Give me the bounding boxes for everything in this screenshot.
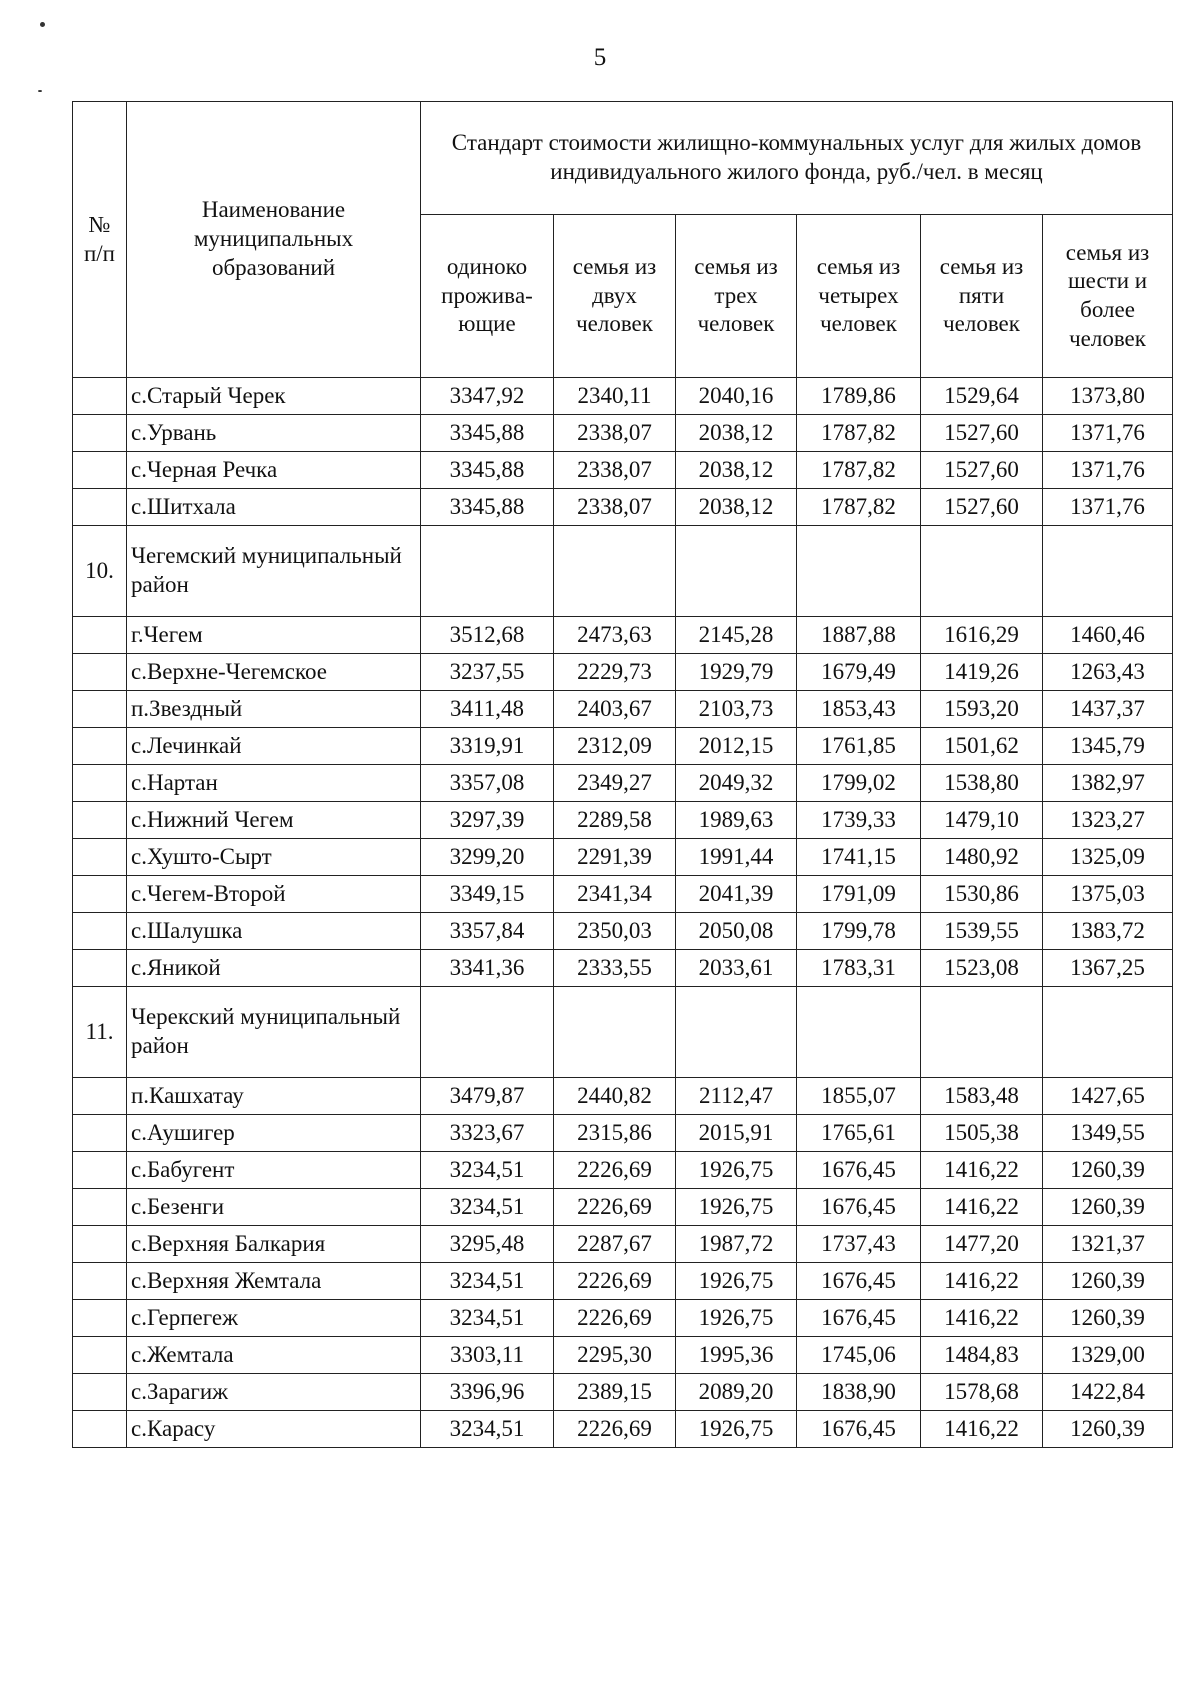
- cost-value: 2403,67: [554, 691, 676, 728]
- cost-value: 1329,00: [1043, 1337, 1173, 1374]
- settlement-name: с.Яникой: [127, 950, 421, 987]
- section-number: 10.: [73, 526, 127, 617]
- cost-value: 1416,22: [921, 1300, 1043, 1337]
- table-row: [73, 1337, 1173, 1374]
- cost-value: 1679,49: [797, 654, 921, 691]
- cost-value: 3299,20: [421, 839, 554, 876]
- empty-cell: [1043, 987, 1173, 1078]
- cost-value: 3349,15: [421, 876, 554, 913]
- section-number: 11.: [73, 987, 127, 1078]
- table-row: [73, 802, 1173, 839]
- cost-value: 3396,96: [421, 1374, 554, 1411]
- cost-value: 3345,88: [421, 489, 554, 526]
- cost-value: 2315,86: [554, 1115, 676, 1152]
- cost-value: 1371,76: [1043, 452, 1173, 489]
- table-row: [73, 1226, 1173, 1263]
- cost-value: 1479,10: [921, 802, 1043, 839]
- empty-cell: [554, 987, 676, 1078]
- cost-value: 1416,22: [921, 1411, 1043, 1448]
- cost-value: 1676,45: [797, 1300, 921, 1337]
- cost-value: 2350,03: [554, 913, 676, 950]
- cost-value: 1325,09: [1043, 839, 1173, 876]
- cost-value: 2340,11: [554, 378, 676, 415]
- table-row: [73, 691, 1173, 728]
- header-family-of-two: семья из двух человек: [554, 215, 676, 378]
- cost-value: 2038,12: [676, 415, 797, 452]
- settlement-name: с.Карасу: [127, 1411, 421, 1448]
- cost-value: 1538,80: [921, 765, 1043, 802]
- cost-value: 1799,02: [797, 765, 921, 802]
- section-row: [73, 526, 1173, 617]
- cost-value: 2333,55: [554, 950, 676, 987]
- header-family-of-five: семья из пяти человек: [921, 215, 1043, 378]
- cost-value: 1995,36: [676, 1337, 797, 1374]
- cost-value: 2312,09: [554, 728, 676, 765]
- cost-value: 1527,60: [921, 415, 1043, 452]
- settlement-name: с.Нижний Чегем: [127, 802, 421, 839]
- table-row: [73, 378, 1173, 415]
- empty-cell: [797, 526, 921, 617]
- scan-speck: [40, 22, 45, 27]
- settlement-name: с.Герпегеж: [127, 1300, 421, 1337]
- settlement-name: с.Шалушка: [127, 913, 421, 950]
- empty-cell: [921, 526, 1043, 617]
- cost-value: 1737,43: [797, 1226, 921, 1263]
- section-row: [73, 987, 1173, 1078]
- cost-value: 1382,97: [1043, 765, 1173, 802]
- cost-value: 3234,51: [421, 1189, 554, 1226]
- table-row: [73, 1115, 1173, 1152]
- settlement-name: с.Лечинкай: [127, 728, 421, 765]
- settlement-name: с.Безенги: [127, 1189, 421, 1226]
- table-row: [73, 839, 1173, 876]
- header-cost-standard: Стандарт стоимости жилищно-коммунальных услуг для жилых домов индивидуального жилого фонда, руб./чел. в месяц: [421, 102, 1173, 215]
- cost-value: 2226,69: [554, 1263, 676, 1300]
- cost-value: 3347,92: [421, 378, 554, 415]
- cost-value: 1416,22: [921, 1189, 1043, 1226]
- cost-value: 2229,73: [554, 654, 676, 691]
- section-title: Черекский муниципальный район: [127, 987, 421, 1078]
- table-row: [73, 913, 1173, 950]
- cost-value: 3345,88: [421, 415, 554, 452]
- cost-value: 3345,88: [421, 452, 554, 489]
- row-number-cell: [73, 691, 127, 728]
- cost-value: 2033,61: [676, 950, 797, 987]
- cost-value: 1853,43: [797, 691, 921, 728]
- cost-value: 2103,73: [676, 691, 797, 728]
- settlement-name: г.Чегем: [127, 617, 421, 654]
- cost-value: 3319,91: [421, 728, 554, 765]
- cost-value: 1383,72: [1043, 913, 1173, 950]
- settlement-name: с.Зарагиж: [127, 1374, 421, 1411]
- empty-cell: [797, 987, 921, 1078]
- header-family-of-three: семья из трех человек: [676, 215, 797, 378]
- cost-value: 3234,51: [421, 1152, 554, 1189]
- table-row: [73, 1078, 1173, 1115]
- cost-value: 3357,84: [421, 913, 554, 950]
- empty-cell: [921, 987, 1043, 1078]
- cost-value: 1260,39: [1043, 1300, 1173, 1337]
- cost-value: 1676,45: [797, 1189, 921, 1226]
- cost-value: 1530,86: [921, 876, 1043, 913]
- cost-value: 1539,55: [921, 913, 1043, 950]
- cost-value: 1505,38: [921, 1115, 1043, 1152]
- cost-value: 1345,79: [1043, 728, 1173, 765]
- settlement-name: с.Урвань: [127, 415, 421, 452]
- cost-value: 3512,68: [421, 617, 554, 654]
- empty-cell: [676, 526, 797, 617]
- row-number-cell: [73, 913, 127, 950]
- cost-value: 3341,36: [421, 950, 554, 987]
- row-number-cell: [73, 1300, 127, 1337]
- page-number: 5: [593, 44, 607, 71]
- row-number-cell: [73, 1263, 127, 1300]
- cost-value: 1787,82: [797, 489, 921, 526]
- cost-value: 2041,39: [676, 876, 797, 913]
- cost-value: 1739,33: [797, 802, 921, 839]
- cost-value: 2289,58: [554, 802, 676, 839]
- cost-value: 2226,69: [554, 1411, 676, 1448]
- cost-value: 1887,88: [797, 617, 921, 654]
- cost-value: 1989,63: [676, 802, 797, 839]
- row-number-cell: [73, 1374, 127, 1411]
- cost-value: 3323,67: [421, 1115, 554, 1152]
- cost-value: 1838,90: [797, 1374, 921, 1411]
- cost-value: 2226,69: [554, 1189, 676, 1226]
- cost-value: 3234,51: [421, 1300, 554, 1337]
- cost-value: 2112,47: [676, 1078, 797, 1115]
- row-number-cell: [73, 415, 127, 452]
- cost-value: 2145,28: [676, 617, 797, 654]
- cost-value: 1260,39: [1043, 1411, 1173, 1448]
- table-row: [73, 1374, 1173, 1411]
- cost-value: 1783,31: [797, 950, 921, 987]
- table-row: [73, 876, 1173, 913]
- settlement-name: п.Звездный: [127, 691, 421, 728]
- table-row: [73, 617, 1173, 654]
- cost-value: 1741,15: [797, 839, 921, 876]
- row-number-cell: [73, 802, 127, 839]
- table-row: [73, 654, 1173, 691]
- empty-cell: [421, 987, 554, 1078]
- row-number-cell: [73, 950, 127, 987]
- cost-value: 2338,07: [554, 415, 676, 452]
- cost-value: 2050,08: [676, 913, 797, 950]
- cost-value: 3411,48: [421, 691, 554, 728]
- cost-value: 2440,82: [554, 1078, 676, 1115]
- cost-value: 1926,75: [676, 1189, 797, 1226]
- cost-value: 1583,48: [921, 1078, 1043, 1115]
- cost-value: 1987,72: [676, 1226, 797, 1263]
- row-number-cell: [73, 1411, 127, 1448]
- settlement-name: с.Верхняя Жемтала: [127, 1263, 421, 1300]
- cost-value: 1929,79: [676, 654, 797, 691]
- header-municipality-name: Наименование муниципальных образований: [127, 102, 421, 378]
- cost-value: 2226,69: [554, 1300, 676, 1337]
- cost-value: 1791,09: [797, 876, 921, 913]
- header-family-of-six-plus: семья из шести и более человек: [1043, 215, 1173, 378]
- cost-value: 1855,07: [797, 1078, 921, 1115]
- cost-value: 1578,68: [921, 1374, 1043, 1411]
- scan-speck: [38, 90, 42, 92]
- row-number-cell: [73, 654, 127, 691]
- cost-value: 1787,82: [797, 415, 921, 452]
- cost-value: 1593,20: [921, 691, 1043, 728]
- cost-value: 3303,11: [421, 1337, 554, 1374]
- settlement-name: с.Старый Черек: [127, 378, 421, 415]
- cost-value: 3234,51: [421, 1263, 554, 1300]
- cost-value: 1419,26: [921, 654, 1043, 691]
- cost-value: 1477,20: [921, 1226, 1043, 1263]
- row-number-cell: [73, 1078, 127, 1115]
- cost-value: 1787,82: [797, 452, 921, 489]
- settlement-name: п.Кашхатау: [127, 1078, 421, 1115]
- cost-value: 2287,67: [554, 1226, 676, 1263]
- cost-value: 2038,12: [676, 452, 797, 489]
- header-family-of-four: семья из четырех человек: [797, 215, 921, 378]
- cost-value: 2038,12: [676, 489, 797, 526]
- empty-cell: [554, 526, 676, 617]
- table-row: [73, 1189, 1173, 1226]
- cost-value: 1323,27: [1043, 802, 1173, 839]
- cost-value: 3234,51: [421, 1411, 554, 1448]
- cost-standard-table: [72, 101, 1173, 1448]
- settlement-name: с.Черная Речка: [127, 452, 421, 489]
- cost-value: 1260,39: [1043, 1152, 1173, 1189]
- cost-value: 2040,16: [676, 378, 797, 415]
- cost-value: 1765,61: [797, 1115, 921, 1152]
- cost-value: 1263,43: [1043, 654, 1173, 691]
- cost-value: 1437,37: [1043, 691, 1173, 728]
- cost-value: 1373,80: [1043, 378, 1173, 415]
- row-number-cell: [73, 489, 127, 526]
- cost-value: 2341,34: [554, 876, 676, 913]
- cost-value: 1416,22: [921, 1152, 1043, 1189]
- cost-value: 1422,84: [1043, 1374, 1173, 1411]
- row-number-cell: [73, 617, 127, 654]
- cost-value: 1926,75: [676, 1411, 797, 1448]
- cost-value: 1371,76: [1043, 489, 1173, 526]
- cost-value: 1926,75: [676, 1263, 797, 1300]
- cost-value: 1375,03: [1043, 876, 1173, 913]
- cost-value: 1460,46: [1043, 617, 1173, 654]
- cost-value: 1371,76: [1043, 415, 1173, 452]
- row-number-cell: [73, 1189, 127, 1226]
- table-row: [73, 1263, 1173, 1300]
- settlement-name: с.Хушто-Сырт: [127, 839, 421, 876]
- cost-value: 1527,60: [921, 489, 1043, 526]
- row-number-cell: [73, 1226, 127, 1263]
- settlement-name: с.Бабугент: [127, 1152, 421, 1189]
- cost-value: 3237,55: [421, 654, 554, 691]
- cost-value: 1745,06: [797, 1337, 921, 1374]
- cost-value: 2012,15: [676, 728, 797, 765]
- cost-value: 2473,63: [554, 617, 676, 654]
- cost-value: 1260,39: [1043, 1263, 1173, 1300]
- cost-value: 2226,69: [554, 1152, 676, 1189]
- cost-value: 1523,08: [921, 950, 1043, 987]
- cost-value: 1529,64: [921, 378, 1043, 415]
- section-title: Чегемский муниципальный район: [127, 526, 421, 617]
- cost-value: 1799,78: [797, 913, 921, 950]
- header-single-resident: одиноко проживa-ющие: [421, 215, 554, 378]
- table-row: [73, 489, 1173, 526]
- table-body: [73, 378, 1173, 1448]
- cost-value: 1260,39: [1043, 1189, 1173, 1226]
- cost-value: 1349,55: [1043, 1115, 1173, 1152]
- row-number-cell: [73, 1152, 127, 1189]
- cost-value: 1676,45: [797, 1411, 921, 1448]
- cost-value: 1427,65: [1043, 1078, 1173, 1115]
- cost-value: 2291,39: [554, 839, 676, 876]
- table-row: [73, 1411, 1173, 1448]
- table-row: [73, 728, 1173, 765]
- cost-value: 1527,60: [921, 452, 1043, 489]
- cost-value: 1616,29: [921, 617, 1043, 654]
- table-row: [73, 950, 1173, 987]
- cost-value: 2338,07: [554, 489, 676, 526]
- settlement-name: с.Аушигер: [127, 1115, 421, 1152]
- cost-value: 2389,15: [554, 1374, 676, 1411]
- row-number-cell: [73, 728, 127, 765]
- cost-value: 2089,20: [676, 1374, 797, 1411]
- table-row: [73, 415, 1173, 452]
- row-number-cell: [73, 839, 127, 876]
- settlement-name: с.Верхняя Балкария: [127, 1226, 421, 1263]
- cost-value: 2015,91: [676, 1115, 797, 1152]
- settlement-name: с.Жемтала: [127, 1337, 421, 1374]
- header-number: № п/п: [73, 102, 127, 378]
- cost-value: 1789,86: [797, 378, 921, 415]
- cost-value: 2295,30: [554, 1337, 676, 1374]
- settlement-name: с.Верхне-Чегемское: [127, 654, 421, 691]
- cost-value: 3295,48: [421, 1226, 554, 1263]
- cost-value: 2349,27: [554, 765, 676, 802]
- cost-value: 3479,87: [421, 1078, 554, 1115]
- row-number-cell: [73, 378, 127, 415]
- empty-cell: [421, 526, 554, 617]
- table-row: [73, 452, 1173, 489]
- cost-value: 3357,08: [421, 765, 554, 802]
- settlement-name: с.Нартан: [127, 765, 421, 802]
- row-number-cell: [73, 1115, 127, 1152]
- cost-value: 1321,37: [1043, 1226, 1173, 1263]
- cost-value: 1676,45: [797, 1152, 921, 1189]
- settlement-name: с.Чегем-Второй: [127, 876, 421, 913]
- cost-value: 1480,92: [921, 839, 1043, 876]
- settlement-name: с.Шитхала: [127, 489, 421, 526]
- cost-value: 3297,39: [421, 802, 554, 839]
- empty-cell: [1043, 526, 1173, 617]
- cost-value: 1367,25: [1043, 950, 1173, 987]
- cost-value: 1676,45: [797, 1263, 921, 1300]
- empty-cell: [676, 987, 797, 1078]
- row-number-cell: [73, 765, 127, 802]
- cost-value: 1416,22: [921, 1263, 1043, 1300]
- cost-value: 1991,44: [676, 839, 797, 876]
- row-number-cell: [73, 876, 127, 913]
- row-number-cell: [73, 1337, 127, 1374]
- cost-value: 2049,32: [676, 765, 797, 802]
- table-row: [73, 1152, 1173, 1189]
- table-row: [73, 1300, 1173, 1337]
- cost-value: 1501,62: [921, 728, 1043, 765]
- cost-value: 2338,07: [554, 452, 676, 489]
- cost-value: 1761,85: [797, 728, 921, 765]
- table-row: [73, 765, 1173, 802]
- cost-value: 1926,75: [676, 1300, 797, 1337]
- row-number-cell: [73, 452, 127, 489]
- cost-value: 1484,83: [921, 1337, 1043, 1374]
- cost-value: 1926,75: [676, 1152, 797, 1189]
